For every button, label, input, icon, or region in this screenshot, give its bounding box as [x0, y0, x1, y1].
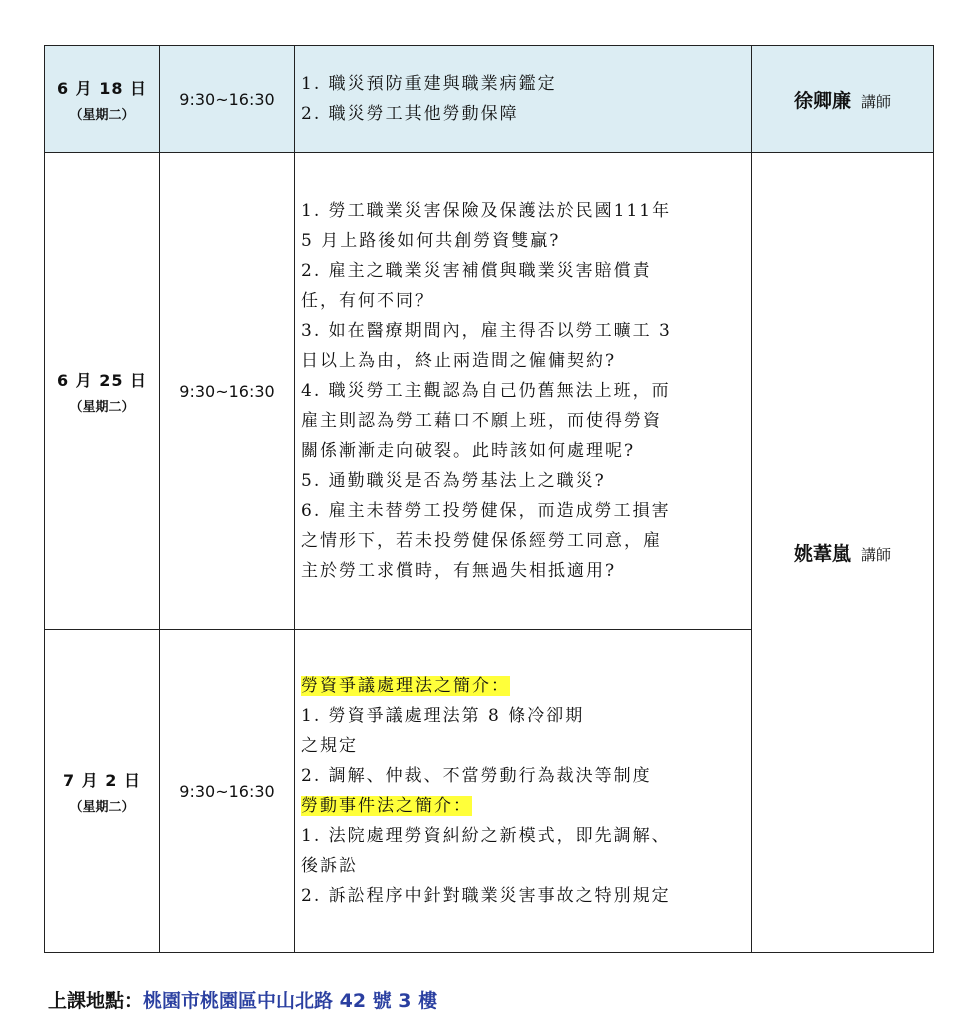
topic-line: 日以上為由，終止兩造間之僱傭契約?: [301, 351, 617, 371]
session-time: 9:30~16:30: [160, 630, 295, 953]
topic-cell: [295, 153, 752, 630]
date-cell: [45, 46, 160, 153]
topic-line: 2. 訴訟程序中針對職業災害事故之特別規定: [301, 886, 671, 906]
topic-line: 1. 法院處理勞資糾紛之新模式，即先調解、: [301, 826, 671, 846]
topic-line: 4. 職災勞工主觀認為自己仍舊無法上班，而: [301, 381, 671, 401]
speaker-name: 姚葦嵐: [793, 543, 851, 565]
date-cell: [45, 153, 160, 630]
session-weekday: （星期二）: [69, 107, 135, 123]
topic-line: 2. 職災勞工其他勞動保障: [301, 104, 519, 124]
topic-line: 3. 如在醫療期間內，雇主得否以勞工曠工 3: [301, 321, 672, 341]
table-row: [45, 153, 934, 630]
highlighted-text: 勞資爭議處理法之簡介：: [301, 676, 510, 696]
speaker-cell: [752, 46, 934, 153]
topic-line: 6. 雇主未替勞工投勞健保，而造成勞工損害: [301, 501, 671, 521]
session-date: 7 月 2 日: [63, 770, 141, 790]
topic-line: 之規定: [301, 736, 358, 756]
location-address: 桃園市桃園區中山北路 42 號 3 樓: [143, 990, 438, 1012]
speaker-title: 講師: [861, 546, 892, 564]
topic-line: 主於勞工求償時，有無過失相抵適用?: [301, 561, 617, 581]
topic-line: 2. 雇主之職業災害補償與職業災害賠償責: [301, 261, 652, 281]
topic-line: 5. 通勤職災是否為勞基法上之職災?: [301, 471, 606, 491]
topic-line: 1. 職災預防重建與職業病鑑定: [301, 74, 557, 94]
topic-line: 2. 調解、仲裁、不當勞動行為裁決等制度: [301, 766, 652, 786]
session-date: 6 月 25 日: [56, 370, 148, 390]
topic-cell: [295, 46, 752, 153]
location-label: 上課地點：: [48, 990, 144, 1012]
topic-line: 雇主則認為勞工藉口不願上班，而使得勞資: [301, 411, 662, 431]
session-weekday: （星期二）: [69, 799, 135, 815]
speaker-cell: [752, 153, 934, 953]
section-heading: [301, 671, 741, 701]
topic-line: 關係漸漸走向破裂。此時該如何處理呢?: [301, 441, 636, 461]
section-heading: [301, 791, 741, 821]
topic-cell: [295, 630, 752, 953]
highlighted-text: 勞動事件法之簡介：: [301, 796, 472, 816]
topic-line: 之情形下，若未投勞健保係經勞工同意，雇: [301, 531, 662, 551]
session-date: 6 月 18 日: [56, 78, 148, 98]
topic-line: 任，有何不同？: [301, 291, 434, 311]
table-row: [45, 46, 934, 153]
speaker-title: 講師: [861, 92, 892, 111]
session-weekday: （星期二）: [69, 399, 135, 415]
session-time: 9:30~16:30: [160, 153, 295, 630]
topic-line: 1. 勞工職業災害保險及保護法於民國111年: [301, 201, 672, 221]
topic-line: 1. 勞資爭議處理法第 8 條冷卻期: [301, 706, 585, 726]
date-cell: [45, 630, 160, 953]
schedule-table: [44, 45, 934, 953]
topic-line: 後訴訟: [301, 856, 358, 876]
location-line: [48, 986, 437, 1013]
session-time: 9:30~16:30: [160, 46, 295, 153]
speaker-name: 徐卿廉: [793, 89, 851, 112]
topic-line: 5 月上路後如何共創勞資雙贏?: [301, 231, 561, 251]
